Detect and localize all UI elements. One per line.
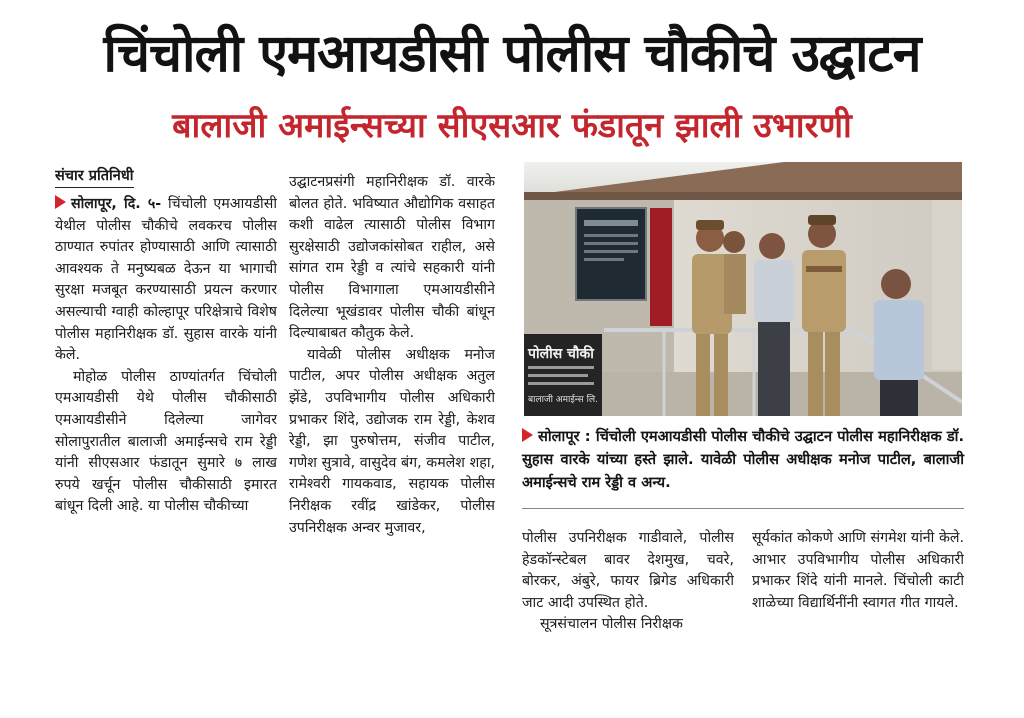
- article-paragraph-5: पोलीस उपनिरीक्षक गाडीवाले, पोलीस हेडकॉन्स्टेबल बावर देशमुख, चवरे, बोरकर, अंबुरे, फायर ब्रिगेड अधिकारी जाट आदी उपस्थित होते.: [522, 530, 734, 611]
- caption-text: चिंचोली एमआयडीसी पोलीस चौकीचे उद्घाटन पोलीस महानिरीक्षक डॉ. सुहास वारके यांच्या हस्ते झाले. यावेळी पोलीस अधीक्षक मनोज पाटील, बालाजी अमाईन्सचे राम रेड्डी व अन्य.: [522, 428, 964, 491]
- paragraph-1-text: चिंचोली एमआयडीसी येथील पोलीस चौकीचे लवकरच पोलीस ठाण्यात रुपांतर होण्यासाठी आणि त्यासाठी आवश्यक ते मनुष्यबळ देऊन या भागाची सुरक्षा मजबूत करण्यासाठी प्रयत्न करणार असल्याची ग्वाही कोल्हापूर परिक्षेत्राचे विशेष पोलीस महानिरीक्षक डॉ. सुहास वारके यांनी केले.: [55, 196, 277, 364]
- inauguration-photo-illustration: [524, 162, 962, 416]
- dateline: सोलापूर, दि. ५-: [71, 196, 162, 212]
- article-paragraph-6-start: सूत्रसंचालन पोलीस निरीक्षक: [540, 616, 683, 633]
- headline: चिंचोली एमआयडीसी पोलीस चौकीचे उद्घाटन: [103, 24, 921, 84]
- arrow-marker-icon: [55, 195, 66, 209]
- plaque-company: बालाजी अमाईन्स लि.: [528, 395, 598, 405]
- subheadline: बालाजी अमाईन्सच्या सीएसआर फंडातून झाली उभारणी: [172, 106, 852, 146]
- article-paragraph-2: मोहोळ पोलीस ठाण्यांतर्गत चिंचोली एमआयडीसी येथे पोलीस चौकीसाठी एमआयडीसीने दिलेल्या जागेवर सोलापुरातील बालाजी अमाईन्सचे राम रेड्डी यांनी सीएसआर फंडातून सुमारे ७ लाख रुपये खर्चून पोलीस चौकीसाठी इमारत बांधून दिली आहे. या पोलीस चौकीच्या: [55, 368, 277, 515]
- article-column-3: [522, 528, 734, 688]
- article-column-4: [752, 528, 964, 688]
- photo-caption: [522, 425, 964, 494]
- caption-place: सोलापूर :: [538, 428, 591, 445]
- byline: संचार प्रतिनिधी: [55, 165, 134, 188]
- caption-divider: [522, 508, 964, 509]
- plaque-title: पोलीस चौकी: [528, 346, 594, 362]
- caption-arrow-icon: [522, 428, 533, 442]
- article-paragraph-3: उद्घाटनप्रसंगी महानिरीक्षक डॉ. वारके बोलत होते. भविष्यात औद्योगिक वसाहत कशी वाढेल त्यासाठी पोलीस विभाग सुरक्षेसाठी उद्योजकांसोबत राहील, असे सांगत राम रेड्डी व त्यांचे सहकारी यांनी पोलीस विभागाला एमआयडीसीने दिलेल्या भूखंडावर पोलीस चौकी बांधून दिल्याबाबत कौतुक केले.: [289, 174, 495, 342]
- article-column-2: [289, 172, 495, 686]
- news-photo: [524, 162, 962, 416]
- article-paragraph-4: यावेळी पोलीस अधीक्षक मनोज पाटील, अपर पोलीस अधीक्षक अतुल झेंडे, उपविभागीय पोलीस अधिकारी प्रभाकर शिंदे, उद्योजक राम रेड्डी, केशव रेड्डी, झा पुरुषोत्तम, संजीव पाटील, गणेश सुत्रावे, वासुदेव बंग, कमलेश शहा, रामेश्वरी गायकवाड, सहायक पोलीस निरीक्षक रवींद्र खांडेकर, पोलीस उपनिरीक्षक अन्वर मुजावर,: [289, 346, 495, 536]
- article-column-1: [55, 165, 277, 685]
- article-paragraph-6-rest: सूर्यकांत कोकणे आणि संगमेश यांनी केले. आभार उपविभागीय पोलीस अधिकारी प्रभाकर शिंदे यांनी मानले. चिंचोली काटी शाळेच्या विद्यार्थिनींनी स्वागत गीत गायले.: [752, 530, 964, 611]
- article-paragraph-1: [55, 194, 277, 367]
